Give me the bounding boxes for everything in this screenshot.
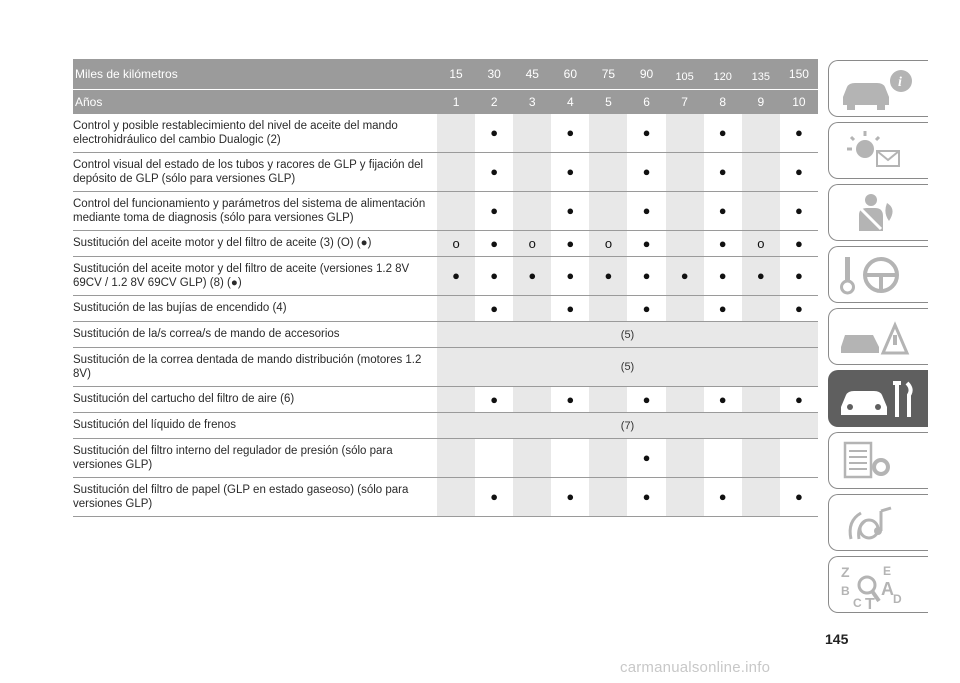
schedule-cell: o	[437, 231, 475, 257]
technical-data-icon	[837, 439, 921, 483]
schedule-cell: ●	[780, 257, 818, 296]
schedule-cell: ●	[627, 439, 665, 478]
schedule-cell	[666, 114, 704, 153]
year-cell: 5	[589, 90, 627, 114]
steering-key-icon	[837, 253, 921, 297]
table-row	[73, 413, 818, 439]
schedule-cell: ●	[704, 257, 742, 296]
year-cell: 1	[437, 90, 475, 114]
schedule-cell	[589, 114, 627, 153]
svg-text:B: B	[841, 584, 850, 598]
schedule-cell: ●	[437, 257, 475, 296]
note-reference-cell: (5)	[437, 322, 818, 348]
schedule-cell: ●	[742, 257, 780, 296]
schedule-cell	[589, 296, 627, 322]
table-row	[73, 192, 818, 231]
tab-maintenance[interactable]	[828, 370, 928, 427]
schedule-cell	[742, 192, 780, 231]
tab-safety[interactable]	[828, 184, 928, 241]
km-cell: 75	[589, 59, 627, 90]
km-cell: 60	[551, 59, 589, 90]
table-row	[73, 231, 818, 257]
tab-starting-driving[interactable]	[828, 246, 928, 303]
schedule-cell	[742, 439, 780, 478]
schedule-cell: ●	[627, 153, 665, 192]
schedule-cell	[513, 192, 551, 231]
table-row	[73, 257, 818, 296]
schedule-cell: ●	[627, 296, 665, 322]
schedule-cell: ●	[627, 387, 665, 413]
warning-lights-icon	[837, 129, 921, 173]
schedule-cell: ●	[551, 296, 589, 322]
km-cell: 45	[513, 59, 551, 90]
tab-warning-lights[interactable]	[828, 122, 928, 179]
km-cell: 15	[437, 59, 475, 90]
header-km-row	[73, 59, 818, 90]
row-description: Sustitución del filtro de papel (GLP en estado gaseoso) (sólo para versiones GLP)	[73, 478, 437, 517]
year-cell: 3	[513, 90, 551, 114]
maintenance-table-container	[73, 59, 818, 517]
row-description: Sustitución del aceite motor y del filtro de aceite (versiones 1.2 8V 69CV / 1.2 8V 69CV GLP) (8) (●)	[73, 257, 437, 296]
km-cell: 30	[475, 59, 513, 90]
schedule-cell: ●	[551, 231, 589, 257]
schedule-cell: ●	[704, 231, 742, 257]
schedule-cell	[742, 153, 780, 192]
row-description: Sustitución de la correa dentada de mando distribución (motores 1.2 8V)	[73, 348, 437, 387]
schedule-cell	[513, 153, 551, 192]
safety-seatbelt-icon	[837, 191, 921, 235]
schedule-cell	[513, 439, 551, 478]
year-cell: 7	[666, 90, 704, 114]
emergency-car-icon	[837, 315, 921, 359]
row-description: Sustitución del cartucho del filtro de aire (6)	[73, 387, 437, 413]
schedule-cell: ●	[780, 296, 818, 322]
schedule-cell: ●	[780, 478, 818, 517]
tab-emergency[interactable]	[828, 308, 928, 365]
row-description: Control del funcionamiento y parámetros del sistema de alimentación mediante toma de diagnosis (sólo para versiones GLP)	[73, 192, 437, 231]
tab-technical-data[interactable]	[828, 432, 928, 489]
table-row	[73, 439, 818, 478]
maintenance-table	[73, 59, 818, 517]
schedule-cell: ●	[780, 387, 818, 413]
schedule-cell: ●	[627, 192, 665, 231]
header-years-row	[73, 90, 818, 114]
schedule-cell: o	[742, 231, 780, 257]
year-cell: 6	[627, 90, 665, 114]
schedule-cell	[437, 296, 475, 322]
svg-text:E: E	[883, 564, 892, 578]
schedule-cell: ●	[551, 114, 589, 153]
schedule-cell: ●	[475, 231, 513, 257]
svg-text:T: T	[865, 596, 875, 611]
note-reference-cell: (7)	[437, 413, 818, 439]
table-row	[73, 114, 818, 153]
schedule-cell	[666, 387, 704, 413]
schedule-cell: ●	[780, 114, 818, 153]
schedule-cell: ●	[475, 114, 513, 153]
schedule-cell: ●	[551, 478, 589, 517]
tab-multimedia[interactable]	[828, 494, 928, 551]
svg-text:A: A	[881, 579, 894, 599]
table-row	[73, 387, 818, 413]
table-row	[73, 348, 818, 387]
schedule-cell: ●	[704, 387, 742, 413]
schedule-cell: ●	[551, 192, 589, 231]
schedule-cell: ●	[627, 478, 665, 517]
schedule-cell: ●	[551, 153, 589, 192]
schedule-cell	[589, 478, 627, 517]
note-reference-cell: (5)	[437, 348, 818, 387]
schedule-cell	[742, 114, 780, 153]
schedule-cell	[666, 296, 704, 322]
schedule-cell: ●	[704, 114, 742, 153]
year-cell: 2	[475, 90, 513, 114]
row-description: Control visual del estado de los tubos y racores de GLP y fijación del depósito de GLP (sólo para versiones GLP)	[73, 153, 437, 192]
car-info-icon	[837, 67, 921, 111]
schedule-cell	[589, 439, 627, 478]
km-cell: 90	[627, 59, 665, 90]
year-cell: 10	[780, 90, 818, 114]
schedule-cell: ●	[780, 192, 818, 231]
table-row	[73, 296, 818, 322]
alphabetical-index-icon	[837, 563, 921, 611]
schedule-cell: ●	[666, 257, 704, 296]
schedule-cell	[666, 478, 704, 517]
watermark: carmanualsonline.info	[620, 659, 771, 676]
row-description: Sustitución del aceite motor y del filtro de aceite (3) (O) (●)	[73, 231, 437, 257]
km-cell: 105	[666, 59, 704, 90]
svg-text:Z: Z	[841, 564, 850, 580]
schedule-cell	[704, 439, 742, 478]
schedule-cell	[437, 114, 475, 153]
schedule-cell	[437, 439, 475, 478]
maintenance-car-icon	[837, 377, 921, 421]
tab-car-info[interactable]	[828, 60, 928, 117]
schedule-cell	[589, 153, 627, 192]
row-description: Sustitución del líquido de frenos	[73, 413, 437, 439]
row-description: Sustitución de la/s correa/s de mando de accesorios	[73, 322, 437, 348]
year-cell: 9	[742, 90, 780, 114]
schedule-cell	[780, 439, 818, 478]
table-row	[73, 322, 818, 348]
schedule-cell: ●	[780, 153, 818, 192]
row-description: Control y posible restablecimiento del nivel de aceite del mando electrohidráulico del cambio Dualogic (2)	[73, 114, 437, 153]
schedule-cell	[742, 478, 780, 517]
schedule-cell: ●	[475, 296, 513, 322]
schedule-cell: ●	[627, 257, 665, 296]
schedule-cell: o	[513, 231, 551, 257]
multimedia-icon	[837, 501, 921, 545]
table-body	[73, 114, 818, 517]
header-km-label: Miles de kilómetros	[73, 59, 437, 90]
schedule-cell: ●	[704, 296, 742, 322]
schedule-cell: ●	[780, 231, 818, 257]
tab-index[interactable]	[828, 556, 928, 613]
schedule-cell: ●	[551, 257, 589, 296]
km-cell: 135	[742, 59, 780, 90]
year-cell: 8	[704, 90, 742, 114]
schedule-cell	[589, 387, 627, 413]
schedule-cell: ●	[627, 231, 665, 257]
svg-text:D: D	[893, 592, 902, 606]
schedule-cell	[666, 231, 704, 257]
header-years-label: Años	[73, 90, 437, 114]
schedule-cell: ●	[704, 153, 742, 192]
schedule-cell	[666, 439, 704, 478]
svg-text:C: C	[853, 596, 862, 610]
schedule-cell: ●	[551, 387, 589, 413]
schedule-cell	[513, 478, 551, 517]
schedule-cell	[513, 114, 551, 153]
schedule-cell: ●	[475, 478, 513, 517]
schedule-cell: ●	[475, 192, 513, 231]
schedule-cell	[437, 192, 475, 231]
schedule-cell: ●	[475, 387, 513, 413]
schedule-cell	[742, 387, 780, 413]
schedule-cell	[437, 153, 475, 192]
svg-text:i: i	[898, 75, 902, 90]
schedule-cell	[475, 439, 513, 478]
schedule-cell	[742, 296, 780, 322]
schedule-cell: ●	[704, 192, 742, 231]
schedule-cell: ●	[589, 257, 627, 296]
table-row	[73, 153, 818, 192]
km-cell: 150	[780, 59, 818, 90]
schedule-cell	[551, 439, 589, 478]
schedule-cell: ●	[704, 478, 742, 517]
year-cell: 4	[551, 90, 589, 114]
schedule-cell: o	[589, 231, 627, 257]
schedule-cell	[513, 296, 551, 322]
schedule-cell: ●	[475, 257, 513, 296]
row-description: Sustitución del filtro interno del regulador de presión (sólo para versiones GLP)	[73, 439, 437, 478]
schedule-cell	[437, 478, 475, 517]
schedule-cell: ●	[513, 257, 551, 296]
schedule-cell	[666, 192, 704, 231]
schedule-cell	[437, 387, 475, 413]
schedule-cell	[513, 387, 551, 413]
schedule-cell: ●	[627, 114, 665, 153]
table-row	[73, 478, 818, 517]
schedule-cell	[589, 192, 627, 231]
row-description: Sustitución de las bujías de encendido (4)	[73, 296, 437, 322]
km-cell: 120	[704, 59, 742, 90]
page-number: 145	[825, 631, 849, 647]
schedule-cell: ●	[475, 153, 513, 192]
schedule-cell	[666, 153, 704, 192]
